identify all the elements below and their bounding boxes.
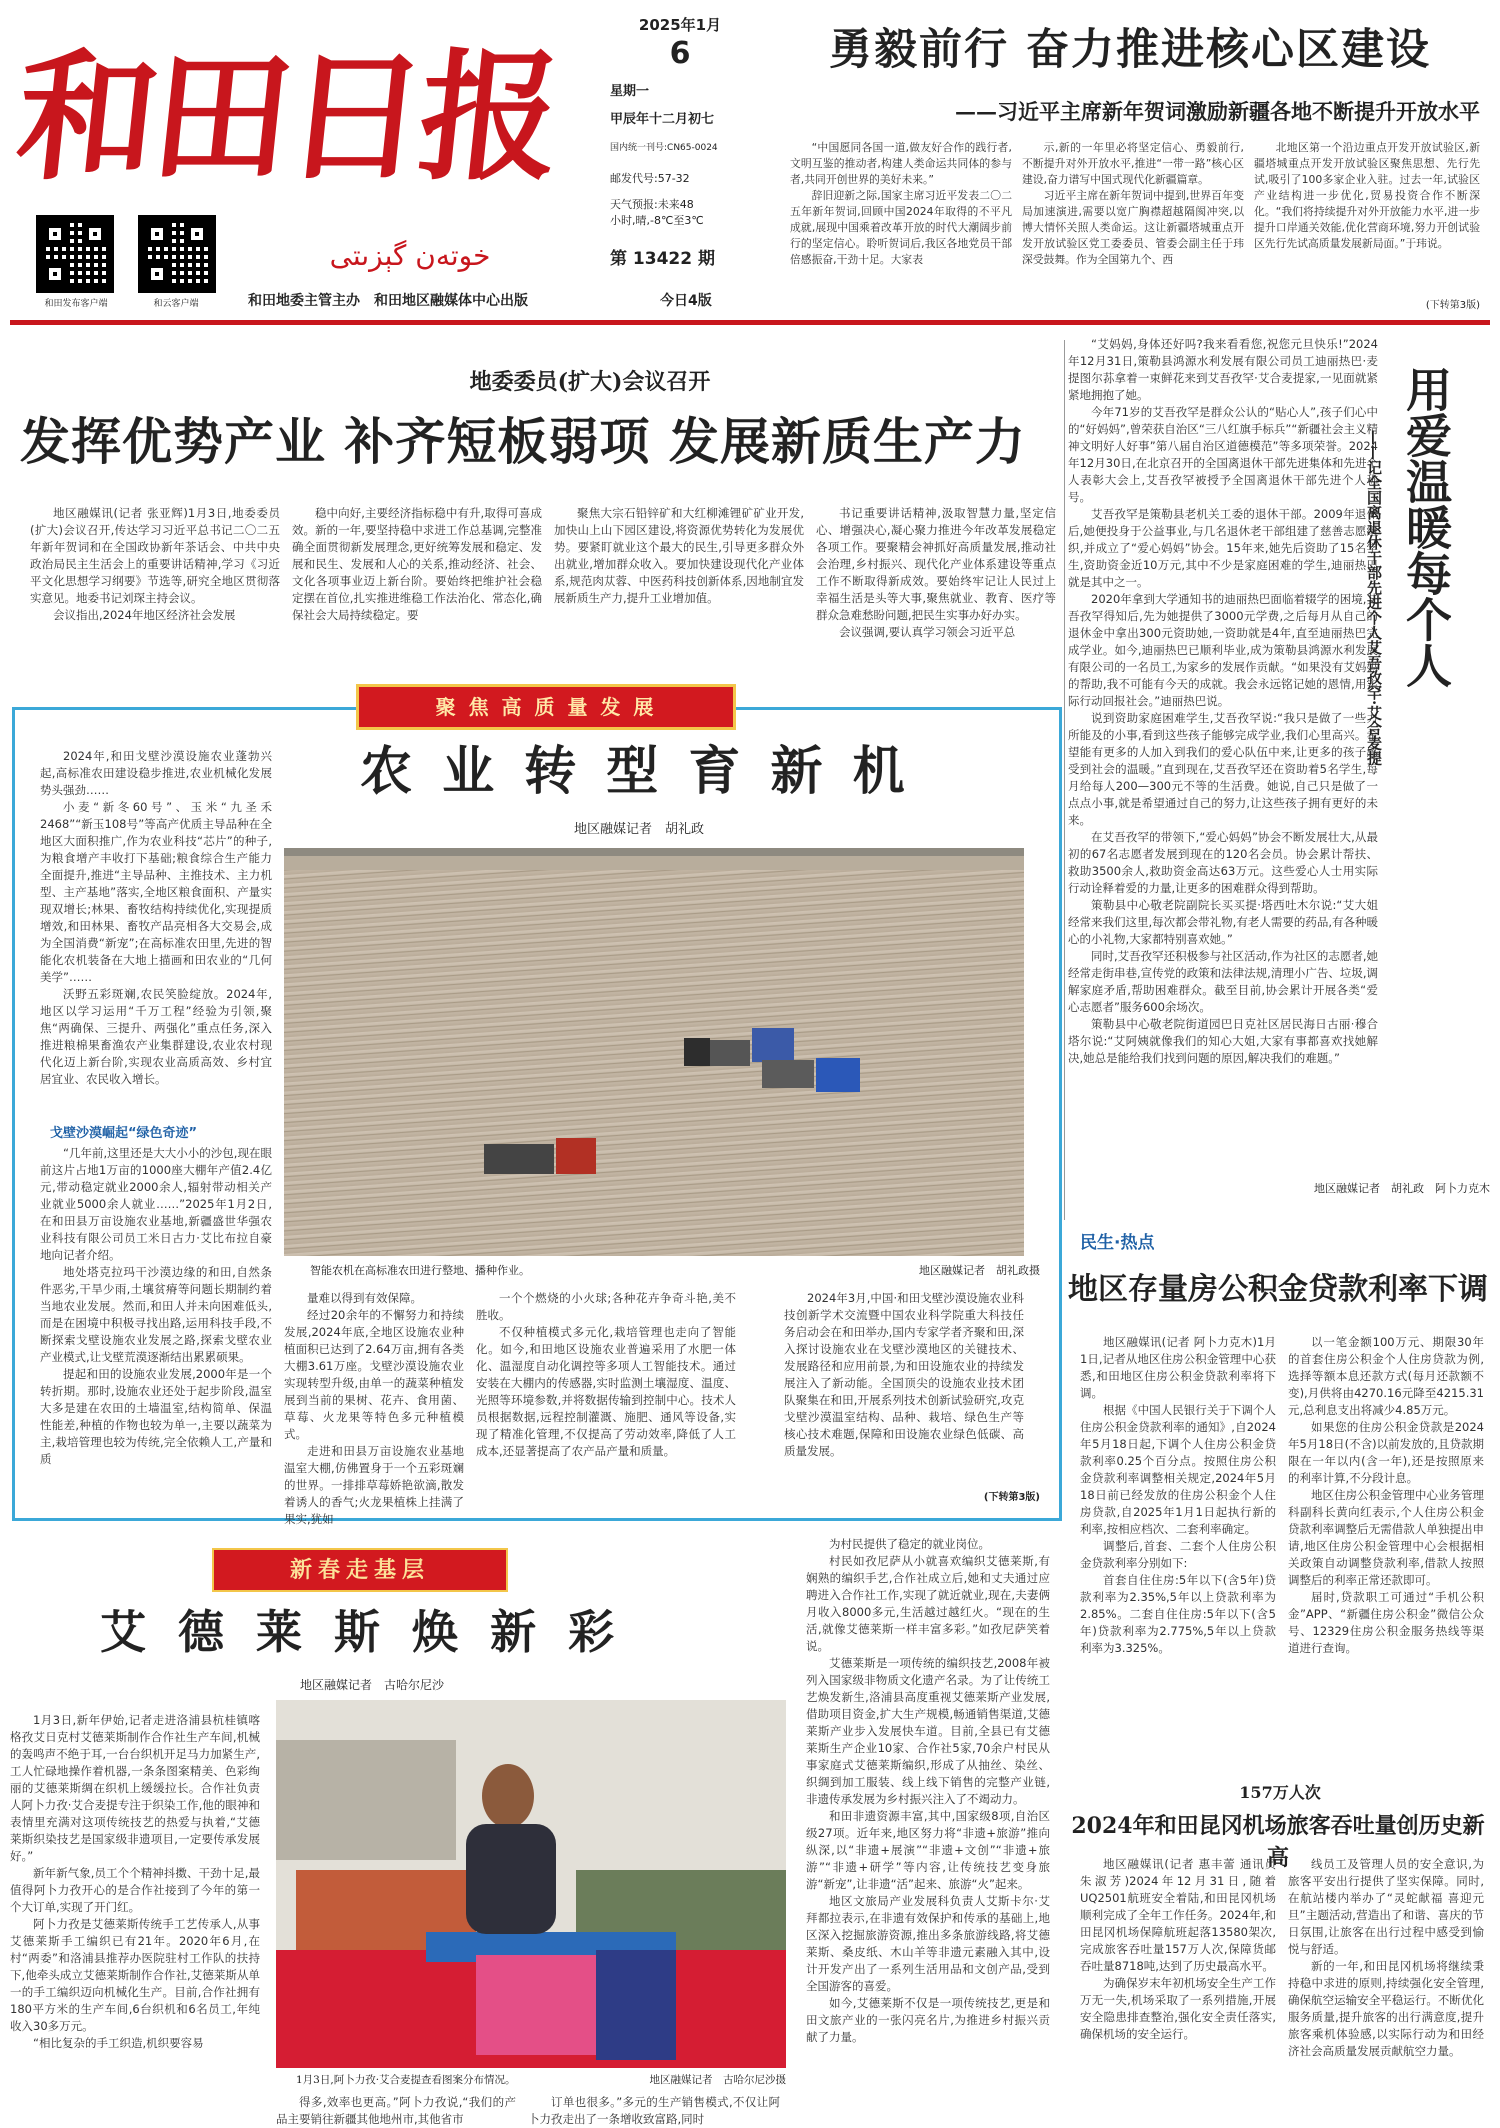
paragraph: 策勒县中心敬老院副院长买买提·塔西吐木尔说:“艾大姐经常来我们这里,每次都会带礼物,有老人需要的药品,有各种暖心的小礼物,大家都特别喜欢她。” xyxy=(1068,898,1378,946)
spring-body-col xyxy=(10,1712,260,2120)
paragraph: 新年新气象,员工个个精神抖擞、干劲十足,最值得阿卜力孜开心的是合作社接到了今年的第一个大订单,实现了开门红。 xyxy=(10,1866,260,1914)
minsheng-headline: 地区存量房公积金贷款利率下调 xyxy=(1068,1272,1488,1307)
paragraph: 沃野五彩斑斓,农民笑脸绽放。2024年,地区以学习运用“千万工程”经验为引领,聚焦“两确保、三提升、两强化”重点任务,深入推进粮棉果畜渔农产业集群建设,农业农村现代化迈上新台阶,实现农业高质高效、乡村宜居宜业、农民收入增长。 xyxy=(40,987,272,1086)
spring-body-col xyxy=(806,1536,1050,2126)
agri-body-col xyxy=(476,1290,736,1510)
paragraph: 不仅种植模式多元化,栽培管理也走向了智能化。如今,和田地区设施农业普遍采用了水肥一体化、温湿度自动化调控等多项人工智能技术。通过安装在大棚内的传感器,实时监测土壤湿度、温度、光照等环境参数,并将数据传输到控制中心。技术人员根据数据,远程控制灌溉、施肥、通风等设备,实现了精准化管理,不仅提高了劳动效率,降低了人工成本,还显著提高了农产品产量和质量。 xyxy=(476,1325,736,1458)
weather: 小时,晴,-8℃至3℃ xyxy=(610,214,704,227)
meeting-kicker: 地委委员(扩大)会议召开 xyxy=(469,369,711,395)
paragraph: “中国愿同各国一道,做友好合作的践行者,文明互鉴的推动者,构建人类命运共同体的参与者,共同开创世界的美好未来。” xyxy=(790,141,1012,186)
page-count: 今日4版 xyxy=(660,293,712,309)
spring-photo-weaver xyxy=(276,1700,786,2068)
paragraph: 阿卜力孜是艾德莱斯传统手工艺传承人,从事艾德莱斯手工编织已有21年。2020年6月,在村“两委”和洛浦县推荐办医院驻村工作队的扶持下,他牵头成立艾德莱斯制作合作社,艾德莱斯从单一的手工编织迈向机械化生产。目前,合作社拥有180平方米的生产车间,6台织机和6名员工,年纯收入30多万元。 xyxy=(10,1917,260,2033)
date-day: 6 xyxy=(669,36,691,71)
profile-headline: 用爱温暖每个人 xyxy=(1399,366,1453,688)
paragraph: 会议强调,要认真学习领会习近平总 xyxy=(839,625,1016,639)
profile-byline: 地区融媒记者 胡礼政 阿卜力克木 xyxy=(1314,1182,1490,1195)
person-body-icon xyxy=(466,1824,556,1934)
paragraph: 艾吾孜罕是策勒县老机关工委的退休干部。2009年退休后,她便投身于公益事业,与几名退休老干部组建了慈善志愿组织,并成立了“爱心妈妈”协会。15年来,她先后资助了15名学生,资助资金近10万元,其中不少是家庭困难的学生,迪丽热巴就是其中之一。 xyxy=(1068,507,1378,589)
qr-code-icon xyxy=(138,215,216,293)
paragraph: 小麦“新冬60号”、玉米“九圣禾2468”“新玉108号”等高产优质主导品种在全地区大面积推广,作为农业科技“芯片”的种子,为粮食增产丰收打下基础;粮食综合生产能力全面提升,推进“主导品种、主推技术、主力机型、主产基地”落实,全地区粮食面积、产量实现双增长;林果、畜牧结构持续优化,实现提质增效,和田林果、畜牧产品亮相各大交易会,成为全国消费“新宠”;在高标准农田里,先进的智能化农机装备在大地上描画和田农业的“几何美学”…… xyxy=(40,800,272,984)
cn-number: 国内统一刊号:CN65-0024 xyxy=(610,143,718,153)
airport-body-col xyxy=(1080,1856,1276,2126)
paragraph: 地区融媒讯(记者 张亚辉)1月3日,地委委员(扩大)会议召开,传达学习习近平总书记二〇二五年新年贺词和在全国政协新年茶话会、中共中央政治局民主生活会上的重要讲话精神,学习《习近平文化思想学习纲要》节选等,研究全地区贯彻落实意见。地委书记刘琛主持会议。 xyxy=(30,506,280,605)
masthead-divider xyxy=(10,320,1490,325)
spring-photo-caption: 1月3日,阿卜力孜·艾合麦提查看图案分布情况。 xyxy=(296,2074,516,2086)
paragraph: 提起和田的设施农业发展,2000年是一个转折期。那时,设施农业还处于起步阶段,温室大多是建在农田的土墙温室,结构简单、保温性能差,种植的作物也较为单一,主要以蔬菜为主,栽培管理也较为传统,完全依赖人工,产量和质 xyxy=(40,1367,272,1466)
profile-subtitle: ——记全国离退休干部先进个人艾吾孜罕·艾合麦提 xyxy=(1365,430,1383,766)
weather: 天气预报:未来48 xyxy=(610,198,694,211)
lead-body-col xyxy=(1022,140,1244,310)
publisher: 和田地委主管主办 和田地区融媒体中心出版 xyxy=(248,293,528,309)
lead-body-col xyxy=(790,140,1012,310)
meeting-body-col xyxy=(30,505,280,645)
tractor-icon xyxy=(762,1058,860,1092)
paragraph: 调整后,首套、二套个人住房公积金贷款利率分别如下: xyxy=(1080,1539,1276,1570)
paragraph: 如今,艾德莱斯不仅是一项传统技艺,更是和田文旅产业的一张闪亮名片,为推进乡村振兴贡献了力量。 xyxy=(806,1996,1050,2044)
paragraph: 说到资助家庭困难学生,艾吾孜罕说:“我只是做了一些力所能及的小事,看到这些孩子能够完成学业,我们心里高兴。希望能有更多的人加入到我们的爱心队伍中来,让更多的孩子感受到社会的温暖。”直到现在,艾吾孜罕还在资助着5名学生,每月给每人200—300元不等的生活费。她说,自己只是做了一点点小事,就是希望通过自己的努力,让这些孩子拥有更好的未来。 xyxy=(1068,711,1378,827)
airport-headline: 2024年和田昆冈机场旅客吞吐量创历史新高 xyxy=(1071,1813,1485,1871)
paragraph: 如果您的住房公积金贷款是2024年5月18日(不含)以前发放的,且贷款期限在一年以内(含一年),还是按照原来的利率计算,不分段计息。 xyxy=(1288,1420,1484,1485)
spring-body-col: 得多,效率也更高。”阿卜力孜说,“我们的产品主要销往新疆其他地州市,其他省市 xyxy=(276,2095,516,2126)
postal-code: 邮发代号:57-32 xyxy=(610,172,690,185)
paragraph: 1月3日,新年伊始,记者走进洛浦县杭桂镇喀格孜艾日克村艾德莱斯制作合作社生产车间,机械的轰鸣声不绝于耳,一台台织机开足马力加紧生产,工人忙碌地操作着机器,一条条图案精美、色彩绚丽的艾德莱斯绸在织机上缓缓拉长。合作社负责人阿卜力孜·艾合麦提专注于织染工作,他的眼神和表情里充满对这项传统技艺的热爱与执着,“艾德莱斯织染技艺是国家级非遗项目,一定要传承发展好。” xyxy=(10,1713,260,1863)
paragraph: 量难以得到有效保障。 xyxy=(307,1291,422,1305)
masthead xyxy=(0,0,1500,330)
meeting-headline: 发挥优势产业 补齐短板弱项 发展新质生产力 xyxy=(20,412,1026,471)
qr-code-icon xyxy=(36,215,114,293)
issue-number: 第 13422 期 xyxy=(610,249,715,269)
agri-subheading: 戈壁沙漠崛起“绿色奇迹” xyxy=(50,1126,198,1141)
paragraph: 线员工及管理人员的安全意识,为旅客平安出行提供了坚实保障。同时,在航站楼内举办了“灵蛇献福 喜迎元旦”主题活动,营造出了和谐、喜庆的节日氛围,让旅客在出行过程中感受到愉悦与舒适。 xyxy=(1288,1857,1484,1956)
paragraph: 新的一年,和田昆冈机场将继续秉持稳中求进的原则,持续强化安全管理,确保航空运输安全平稳运行。不断优化服务质量,提升旅客的出行满意度,提升旅客乘机体验感,以实际行动为和田经济社会高质量发展贡献航空力量。 xyxy=(1288,1959,1484,2058)
minsheng-label: 民生·热点 xyxy=(1080,1233,1155,1253)
person-head-icon xyxy=(482,1764,534,1828)
column-divider xyxy=(1064,340,1065,1220)
continued-note: (下转第3版) xyxy=(1425,300,1480,311)
agri-banner: 聚 焦 高 质 量 发 展 xyxy=(356,684,736,730)
profile-body xyxy=(1068,336,1378,1178)
paragraph: 今年71岁的艾吾孜罕是群众公认的“贴心人”,孩子们心中的“好妈妈”,曾荣获自治区“三八红旗手标兵”“新疆社会主义精神文明好人好事”第八届自治区道德模范”等多项荣誉。2024年12月30日,在北京召开的全国离退休干部先进集体和先进个人表彰大会上,艾吾孜罕被授予全国离退休干部先进个人称号。 xyxy=(1068,405,1378,504)
paragraph: 策勒县中心敬老院街道园巴日克社区居民海日古丽·穆合塔尔说:“艾阿姨就像我们的知心大姐,大家有事都喜欢找她解决,她总是能给我们找到问题的原因,解决我们的难题。” xyxy=(1068,1017,1378,1065)
paragraph: “相比复杂的手工织造,机织要容易 xyxy=(33,2036,204,2050)
meeting-body-col xyxy=(816,505,1056,645)
spring-body-col: 订单也很多。”多元的生产销售模式,不仅让阿卜力孜走出了一条增收致富路,同时 xyxy=(528,2095,780,2126)
paragraph: 艾德莱斯是一项传统的编织技艺,2008年被列入国家级非物质文化遗产名录。为了让传统工艺焕发新生,洛浦县高度重视艾德莱斯产业发展,借助项目资金,扩大生产规模,畅通销售渠道,艾德莱斯产业步入发展快车道。目前,全县已有艾德莱斯生产企业10家、合作社5家,70余户村民从事家庭式艾德莱斯编织,形成了从抽丝、染丝、织绸到加工服装、线上线下销售的完整产业链,非遗传承发展为乡村振兴注入了不竭动力。 xyxy=(806,1656,1050,1806)
agri-reporter: 地区融媒记者 胡礼政 xyxy=(574,822,705,837)
paragraph: 地处塔克拉玛干沙漠边缘的和田,自然条件恶劣,干旱少雨,土壤贫瘠等问题长期制约着当地农业发展。然而,和田人并未向困难低头,而是在困境中积极寻找出路,运用科技手段,不断探索戈壁设施农业发展之路,探索戈壁农业产业模式,让戈壁荒漠逐渐结出累累硕果。 xyxy=(40,1265,272,1364)
agri-photo-credit: 地区融媒记者 胡礼政摄 xyxy=(919,1264,1040,1277)
paragraph: 首套自住住房:5年以下(含5年)贷款利率为2.35%,5年以上贷款利率为2.85%。二套自住住房:5年以下(含5年)贷款利率为2.775%,5年以上贷款利率为3.325%。 xyxy=(1080,1573,1276,1655)
minsheng-body-col xyxy=(1080,1334,1276,1762)
paragraph: 2024年,和田戈壁沙漠设施农业蓬勃兴起,高标准农田建设稳步推进,农业机械化发展势头强劲…… xyxy=(40,749,272,797)
lunar-date: 甲辰年十二月初七 xyxy=(610,112,715,127)
spring-reporter: 地区融媒记者 古哈尔尼沙 xyxy=(300,1678,445,1692)
paragraph: 会议指出,2024年地区经济社会发展 xyxy=(53,608,236,622)
paragraph: “艾妈妈,身体还好吗?我来看看您,祝您元旦快乐!”2024年12月31日,策勒县鸿源水利发展有限公司员工迪丽热巴·麦提图尔荪拿着一束鲜花来到艾吾孜罕·艾合麦提家,一见面就紧紧地拥抱了她。 xyxy=(1068,337,1378,402)
paragraph: “几年前,这里还是大大小小的沙包,现在眼前这片占地1万亩的1000座大棚年产值2.4亿元,带动稳定就业2000余人,辐射带动相关产业就业5000余人就业……”2025年1月2日,在和田县万亩设施农业基地,新疆盛世华强农业科技有限公司员工米日古力·艾比布拉自豪地向记者介绍。 xyxy=(40,1146,272,1262)
paragraph: 书记重要讲话精神,汲取智慧力量,坚定信心、增强决心,凝心聚力推进今年改革发展稳定各项工作。要聚精会神抓好高质量发展,推动社会治理,乡村振兴、现代化产业体系建设等重点工作不断取得新成效。要始终牢记让人民过上幸福生活是头等大事,聚焦就业、教育、医疗等群众急难愁盼问题,把民生实事办好办实。 xyxy=(816,506,1056,622)
lead-subtitle: ——习近平主席新年贺词激励新疆各地不断提升开放水平 xyxy=(955,99,1480,124)
paragraph: 和田非遗资源丰富,其中,国家级8项,自治区级27项。近年来,地区努力将“非遗+旅游”推向纵深,以“非遗+展演”“非遗+文创”“非遗+旅游”“非遗+研学”等内容,让传统技艺变身旅游“新宠”,让非遗“活”起来、旅游“火”起来。 xyxy=(806,1809,1050,1891)
agri-body-col: 2024年3月,中国·和田戈壁沙漠设施农业科技创新学术交流暨中国农业科学院重大科技任务启动会在和田举办,国内专家学者齐聚和田,深入探讨设施农业在戈壁沙漠地区的关键技术、发展路径和应用前景,为和田设施农业的持续发展注入了新动能。全国顶尖的设施农业技术团队聚集在和田,开展系列技术创新试验研究,攻克戈壁沙漠温室结构、品种、栽培、绿色生产等核心技术难题,保障和田设施农业绿色低碳、高质量发展。 xyxy=(784,1291,1024,1458)
date-line: 2025年1月 xyxy=(638,16,722,34)
paragraph: 经过20余年的不懈努力和持续发展,2024年底,全地区设施农业种植面积已达到了2.64万亩,拥有各类大棚3.61万座。戈壁沙漠设施农业实现转型升级,由单一的蔬菜种植发展到当前的果树、花卉、食用菌、草莓、火龙果等特色多元种植模式。 xyxy=(284,1308,464,1441)
spring-headline: 艾 德 莱 斯 焕 新 彩 xyxy=(100,1605,623,1659)
paragraph: 地区文旅局产业发展科负责人艾斯卡尔·艾拜都拉表示,在非遗有效保护和传承的基础上,地区深入挖掘旅游资源,推出多条旅游线路,将艾德莱斯、桑皮纸、木山羊等非遗元素融入其中,设计开发产出了一系列生活用品和文创产品,受到全国游客的喜爱。 xyxy=(806,1894,1050,1993)
paragraph: 辞旧迎新之际,国家主席习近平发表二〇二五年新年贺词,回顾中国2024年取得的不平凡成就,展现中国乘着改革开放的时代大潮阔步前行的坚定信心。聆听贺词后,我区各地党员干部倍感振奋,干劲十足。大家表 xyxy=(790,189,1012,266)
paragraph: 根据《中国人民银行关于下调个人住房公积金贷款利率的通知》,自2024年5月18日起,下调个人住房公积金贷款利率0.25个百分点。按照住房公积金贷款利率调整相关规定,2024年5月18日前已经发放的住房公积金个人住房贷款,自2025年1月1日起执行新的利率,按相应档次、二套利率确定。 xyxy=(1080,1403,1276,1536)
field-illustration xyxy=(284,848,1024,1256)
meeting-body-col: 聚焦大宗石铅锌矿和大红柳滩锂矿矿业开发,加快山上山下园区建设,将资源优势转化为发展优势。要紧盯就业这个最大的民生,引导更多群众外出就业,增加群众收入。要加快建设现代化产业体系,规范肉苁蓉、中医药科技创新体系,因地制宜发展新质生产力,提升工业增加值。 xyxy=(554,506,804,605)
agri-body-left xyxy=(40,1145,272,1510)
paragraph: 以一笔金额100万元、期限30年的首套住房公积金个人住房贷款为例,选择等额本息还款方式(每月还款额不变),月供将由4270.16元降至4215.31元,总利息支出将减少4.85万元。 xyxy=(1288,1335,1484,1417)
paragraph: 示,新的一年里必将坚定信心、勇毅前行,不断提升对外开放水平,推进“一带一路”核心区建设,奋力谱写中国式现代化新疆篇章。 xyxy=(1022,141,1244,186)
airport-kicker: 157万人次 xyxy=(1239,1783,1321,1802)
agri-photo-caption: 智能农机在高标准农田进行整地、播种作业。 xyxy=(310,1264,530,1277)
agri-body-col xyxy=(284,1290,464,1526)
paragraph: 2020年拿到大学通知书的迪丽热巴面临着辍学的困境,艾吾孜罕得知后,先为她提供了3000元学费,之后每月从自己的退休金中拿出300元资助她,一资助就是4年,直至迪丽热巴完成学业。如今,迪丽热巴已顺利毕业,成为策勒县鸿源水利发展有限公司的一名员工,为家乡的发展作贡献。“如果没有艾妈妈的帮助,我不可能有今天的成就。我会永远铭记她的恩情,用实际行动回报社会。”迪丽热巴说。 xyxy=(1068,592,1378,708)
minsheng-body-col xyxy=(1288,1334,1484,1744)
agri-photo-tractors xyxy=(284,848,1024,1256)
qr-label: 和云客户端 xyxy=(153,299,199,309)
weaving-illustration xyxy=(276,1700,786,2068)
weekday: 星期一 xyxy=(610,84,650,99)
paragraph: 村民如孜尼萨从小就喜欢编织艾德莱斯,有娴熟的编织手艺,合作社成立后,她和丈夫通过应聘进入合作社工作,实现了就近就业,现在,夫妻俩月收入8000多元,生活越过越红火。“现在的生活,就像艾德莱斯一样丰富多彩。”如孜尼萨笑着说。 xyxy=(806,1554,1050,1653)
paragraph: 同时,艾吾孜罕还积极参与社区活动,作为社区的志愿者,她经常走街串巷,宣传党的政策和法律法规,清理小广告、垃圾,调解家庭矛盾,帮助困难群众。截至目前,协会累计开展各类“爱心志愿者”服务600余场次。 xyxy=(1068,949,1378,1014)
lead-body-col: 北地区第一个沿边重点开发开放试验区,新疆塔城重点开发开放试验区聚焦思想、先行先试,吸引了100多家企业入驻。过去一年,试验区产业结构进一步优化,贸易投资合作不断深化。“我们将持续提升对外开放能力水平,进一步提升口岸通关效能,优化营商环境,努力开创试验区先行先试高质量发展新局面。”于玮说。 xyxy=(1254,141,1480,250)
meeting-body-col: 稳中向好,主要经济指标稳中有升,取得可喜成效。新的一年,要坚持稳中求进工作总基调,完整准确全面贯彻新发展理念,更好统筹发展和稳定、发展和民生、发展和人心的关系,推动经济、社会、文化各项事业迈上新台阶。要始终把维护社会稳定摆在首位,扎实推进维稳工作法治化、常态化,确保社会大局持续稳定。要 xyxy=(292,506,542,622)
lead-headline: 勇毅前行 奋力推进核心区建设 xyxy=(829,25,1431,75)
paragraph: 地区融媒讯(记者 阿卜力克木)1月1日,记者从地区住房公积金管理中心获悉,和田地区住房公积金贷款利率将下调。 xyxy=(1080,1335,1276,1400)
agri-body-left xyxy=(40,748,272,1118)
paragraph: 为确保岁末年初机场安全生产工作万无一失,机场采取了一系列措施,开展安全隐患排查整治,强化安全责任落实,确保机场的安全运行。 xyxy=(1080,1976,1276,2041)
airport-body-col xyxy=(1288,1856,1484,2126)
paragraph: 为村民提供了稳定的就业岗位。 xyxy=(829,1537,990,1551)
uyghur-name: خوتەن گېزىتى xyxy=(329,239,491,272)
spring-banner: 新春走基层 xyxy=(212,1548,508,1592)
paragraph: 地区住房公积金管理中心业务管理科副科长黄向红表示,个人住房公积金贷款利率调整后无需借款人单独提出申请,地区住房公积金管理中心会根据相关政策自动调整贷款利率,借款人按照调整后的利率正常还款即可。 xyxy=(1288,1488,1484,1587)
paragraph: 走进和田县万亩设施农业基地温室大棚,仿佛置身于一个五彩斑斓的世界。一排排草莓娇艳欲滴,散发着诱人的香气;火龙果植株上挂满了果实,犹如 xyxy=(284,1444,464,1526)
paragraph: 届时,贷款职工可通过“手机公积金”APP、“新疆住房公积金”微信公众号、12329住房公积金服务热线等渠道进行查询。 xyxy=(1288,1590,1484,1655)
continued-note: (下转第3版) xyxy=(983,1492,1040,1503)
qr-label: 和田发布客户端 xyxy=(44,299,108,309)
paragraph: 习近平主席在新年贺词中提到,世界百年变局加速演进,需要以宽广胸襟超越隔阂冲突,以博大情怀关照人类命运。这让新疆塔城重点开发开放试验区党工委委员、管委会副主任于玮深受鼓舞。作为全国第九个、西 xyxy=(1022,189,1244,266)
spring-photo-credit: 地区融媒记者 古哈尔尼沙摄 xyxy=(649,2074,786,2086)
newspaper-logo: 和田日报 xyxy=(9,36,563,200)
agri-headline: 农 业 转 型 育 新 机 xyxy=(360,741,911,802)
paragraph: 一个个燃烧的小火球;各种花卉争奇斗艳,美不胜收。 xyxy=(476,1291,736,1322)
paragraph: 在艾吾孜罕的带领下,“爱心妈妈”协会不断发展壮大,从最初的67名志愿者发展到现在的120名会员。协会累计帮扶、救助3500余人,救助资金高达63万元。这些爱心人士用实际行动诠释着爱的力量,让更多的困难群众得到帮助。 xyxy=(1068,830,1378,895)
paragraph: 地区融媒讯(记者 惠丰蕾 通讯员 朱淑芳)2024年12月31日,随着UQ2501航班安全着陆,和田昆冈机场顺利完成了全年工作任务。2024年,和田昆冈机场保障航班起落13580架次,完成旅客吞吐量157万人次,保障货邮吞吐量8718吨,达到了历史最高水平。 xyxy=(1080,1857,1276,1973)
